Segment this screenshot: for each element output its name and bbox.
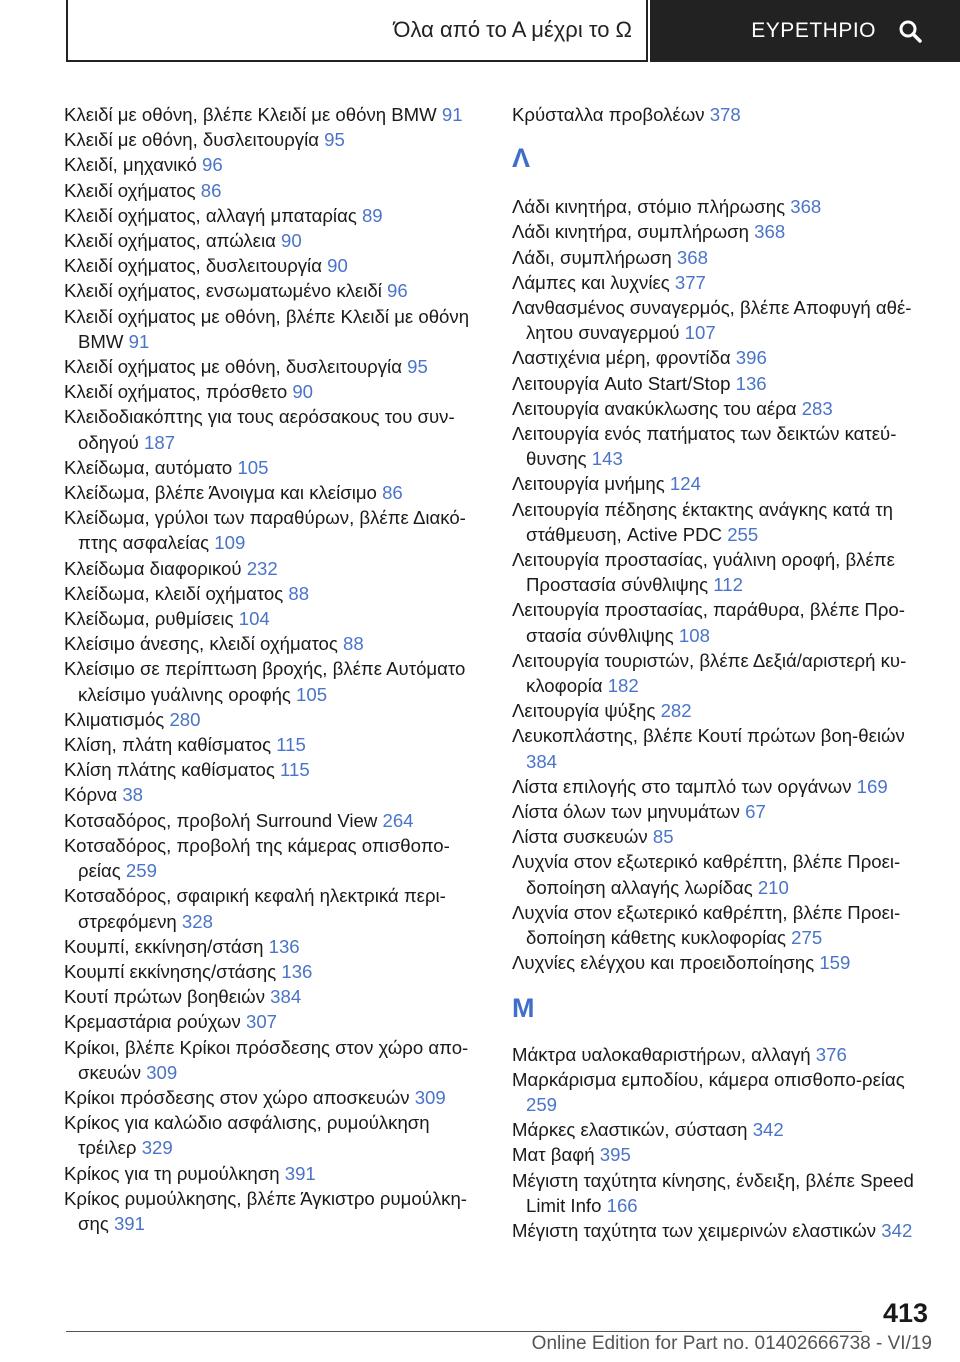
entry-text: Κλιματισμός (64, 708, 165, 730)
index-entry (512, 547, 932, 597)
index-entry (64, 203, 484, 228)
page-link[interactable]: 368 (790, 196, 822, 218)
entry-text: Λειτουργία ενός πατήματος των δεικτών κατεύ‐θυνσης (512, 423, 897, 470)
page-link[interactable]: 108 (678, 624, 710, 646)
index-entry (64, 959, 484, 984)
page-link[interactable]: 136 (268, 935, 300, 957)
page-link[interactable]: 328 (181, 910, 213, 932)
page-link[interactable]: 307 (246, 1011, 278, 1033)
entry-text: Λειτουργία τουριστών, βλέπε Δεξιά/αριστερή κυ‐κλοφορία (512, 649, 907, 697)
index-column-right (512, 102, 932, 1243)
page-link[interactable]: 124 (669, 473, 701, 495)
entry-text: Κρίκοι, βλέπε Κρίκοι πρόσδεσης στον χώρο απο‐σκευών (64, 1036, 469, 1083)
entry-text: Κλείδωμα, βλέπε Άνοιγμα και κλείσιμο (64, 482, 377, 504)
index-entry (512, 295, 932, 345)
page-link[interactable]: 88 (288, 582, 310, 604)
entry-text: Κλείδωμα, γρύλοι των παραθύρων, βλέπε Διακό‐πτης ασφαλείας (64, 507, 466, 554)
entry-text: Κρεμαστάρια ρούχων (64, 1011, 241, 1033)
section-letter-mu: Μ (512, 992, 535, 1023)
index-entry (64, 631, 484, 656)
index-entry (64, 1110, 484, 1160)
page-link[interactable]: 91 (441, 104, 463, 125)
page-link[interactable]: 395 (599, 1144, 631, 1166)
page-link[interactable]: 107 (684, 322, 716, 344)
entry-text: Μάκτρα υαλοκαθαριστήρων, αλλαγή (512, 1043, 811, 1065)
page-link[interactable]: 95 (407, 356, 428, 378)
entry-text: Κλειδοδιακόπτης για τους αερόσακους του συν‐οδηγού (64, 406, 455, 453)
page-link[interactable]: 86 (200, 179, 222, 201)
index-tab-label: ΕΥΡΕΤΗΡΙΟ (751, 19, 876, 42)
index-column-left (64, 102, 484, 1236)
entry-text: Λάδι, συμπλήρωση (512, 246, 672, 268)
entry-text: Κόρνα (64, 784, 118, 806)
page-link[interactable]: 38 (122, 784, 143, 806)
page-link[interactable]: 166 (606, 1194, 638, 1216)
page-link[interactable]: 90 (327, 255, 348, 277)
page-link[interactable]: 95 (324, 129, 345, 151)
page-link[interactable]: 329 (141, 1137, 173, 1159)
index-entry (512, 698, 932, 723)
index-entry (64, 707, 484, 732)
page-number: 413 (882, 1298, 928, 1328)
page-link[interactable]: 112 (713, 574, 743, 596)
index-entry (512, 497, 932, 547)
index-entry (512, 824, 932, 849)
page-link[interactable]: 115 (280, 759, 310, 781)
page-link[interactable]: 91 (128, 330, 150, 352)
page-link[interactable]: 90 (292, 381, 314, 403)
page-link[interactable]: 88 (343, 633, 364, 655)
page-link[interactable]: 105 (237, 456, 269, 478)
entry-text: Μέγιστη ταχύτητα των χειμερινών ελαστικών (512, 1219, 877, 1241)
page-link[interactable]: 255 (727, 523, 759, 545)
page-header (66, 0, 960, 66)
index-entry (512, 102, 932, 127)
entry-text: Κλειδί με οθόνη, δυσλειτουργία (64, 129, 319, 151)
page-link[interactable]: 232 (246, 557, 278, 579)
entry-text: Λίστα συσκευών (512, 826, 648, 848)
index-entry (512, 1042, 932, 1067)
index-entry (64, 556, 484, 581)
page-link[interactable]: 384 (526, 750, 558, 772)
page-link[interactable]: 282 (660, 700, 692, 722)
entry-text: Λειτουργία μνήμης (512, 473, 665, 495)
entry-text: Κλειδί οχήματος, δυσλειτουργία (64, 255, 322, 277)
page-link[interactable]: 159 (819, 952, 851, 974)
entry-text: Κλειδί με οθόνη, βλέπε Κλειδί με οθόνη BMW (64, 104, 437, 125)
page-link[interactable]: 368 (676, 246, 708, 268)
index-entry (64, 404, 484, 454)
page-link[interactable]: 143 (591, 448, 623, 470)
entry-text: Λειτουργία ανακύκλωσης του αέρα (512, 397, 797, 419)
index-entry (64, 278, 484, 303)
page-link[interactable]: 377 (674, 271, 706, 293)
page-link[interactable]: 396 (735, 347, 767, 369)
page-link[interactable]: 67 (745, 801, 766, 823)
entry-text: Κρίκοι πρόσδεσης στον χώρο αποσκευών (64, 1086, 410, 1108)
index-entry (512, 1218, 932, 1243)
entry-text: Κρύσταλλα προβολέων (512, 104, 705, 125)
page-link[interactable]: 342 (881, 1219, 913, 1241)
section-letter-lambda: Λ (512, 143, 531, 174)
page-link[interactable]: 187 (144, 431, 176, 453)
index-entry (512, 648, 932, 698)
index-entry (64, 304, 484, 354)
entry-text: Κοτσαδόρος, σφαιρική κεφαλή ηλεκτρικά περι‐στρεφόμενη (64, 885, 446, 932)
index-entry (64, 656, 484, 706)
entry-text: Λυχνίες ελέγχου και προειδοποίησης (512, 952, 815, 974)
index-entry (512, 219, 932, 244)
index-entry (512, 396, 932, 421)
page-link[interactable]: 169 (856, 775, 888, 797)
entry-text: Λάδι κινητήρα, στόμιο πλήρωσης (512, 196, 786, 218)
entry-text: Κλειδί οχήματος με οθόνη, δυσλειτουργία (64, 356, 402, 378)
index-entry (64, 1009, 484, 1034)
page-link[interactable]: 309 (414, 1086, 446, 1108)
entry-text: Κουμπί εκκίνησης/στάσης (64, 960, 277, 982)
index-entry (512, 471, 932, 496)
index-tab[interactable] (650, 0, 960, 62)
page-link[interactable]: 115 (276, 734, 306, 756)
entry-text: Μαρκάρισμα εμποδίου, κάμερα οπισθοπο‐ρείας (512, 1068, 905, 1090)
entry-text: Κλείδωμα, ρυθμίσεις (64, 608, 234, 630)
index-entry (512, 1117, 932, 1142)
index-entry (64, 732, 484, 757)
entry-text: Λάμπες και λυχνίες (512, 271, 670, 293)
index-entry (512, 194, 932, 219)
entry-text: Λαστιχένια μέρη, φροντίδα (512, 347, 731, 369)
footer-edition: Online Edition for Part no. 01402666738 - VI/19 (531, 1333, 932, 1354)
page-link[interactable]: 96 (387, 280, 408, 302)
index-entry (512, 723, 932, 773)
index-entry (512, 950, 932, 975)
index-entry (512, 799, 932, 824)
index-entry (512, 1067, 932, 1117)
index-entry (64, 152, 484, 177)
page-link[interactable]: 342 (752, 1119, 784, 1141)
index-entry (64, 606, 484, 631)
index-entry (512, 774, 932, 799)
index-entry (512, 1168, 932, 1218)
entry-text: Κρίκος για τη ρυμούλκηση (64, 1162, 280, 1184)
page-link[interactable]: 283 (801, 397, 833, 419)
index-entry (64, 883, 484, 933)
index-entry (64, 757, 484, 782)
page-link[interactable]: 391 (113, 1212, 145, 1234)
page-link[interactable]: 280 (169, 708, 201, 730)
index-entry (512, 270, 932, 295)
entry-text: Κλειδί, μηχανικό (64, 154, 197, 176)
index-entry (512, 849, 932, 899)
page-link[interactable]: 85 (652, 826, 674, 848)
entry-text: Κλίση πλάτης καθίσματος (64, 759, 275, 781)
index-entry (512, 597, 932, 647)
entry-text: Κλείσιμο άνεσης, κλειδί οχήματος (64, 633, 338, 655)
index-entry (64, 782, 484, 807)
entry-text: Κοτσαδόρος, προβολή Surround View (64, 809, 378, 831)
index-entry (64, 102, 484, 127)
index-entry (64, 228, 484, 253)
page-link[interactable]: 210 (757, 876, 789, 898)
entry-text: Κλειδί οχήματος, πρόσθετο (64, 381, 288, 403)
entry-text: Μάρκες ελαστικών, σύσταση (512, 1119, 748, 1141)
index-entry (64, 178, 484, 203)
page-link[interactable]: 96 (202, 154, 223, 176)
entry-text: Λυχνία στον εξωτερικό καθρέπτη, βλέπε Προει‐δοποίηση αλλαγής λωρίδας (512, 851, 901, 898)
page-link[interactable]: 378 (709, 104, 741, 125)
index-entry (64, 1085, 484, 1110)
page-link[interactable]: 275 (791, 927, 823, 949)
entry-text: Λευκοπλάστης, βλέπε Κουτί πρώτων βοη‐θειών (512, 725, 905, 747)
entry-text: Κλειδί οχήματος, απώλεια (64, 230, 276, 252)
index-entry (64, 455, 484, 480)
entry-text: Λειτουργία πέδησης έκτακτης ανάγκης κατά τη στάθμευση, Active PDC (512, 498, 893, 545)
entry-text: Κουτί πρώτων βοηθειών (64, 986, 265, 1008)
index-entry (64, 808, 484, 833)
page-link[interactable]: 376 (815, 1043, 847, 1065)
index-entry (512, 900, 932, 950)
entry-text: Κλειδί οχήματος, αλλαγή μπαταρίας (64, 204, 357, 226)
index-entry (64, 1161, 484, 1186)
index-entry (512, 245, 932, 270)
entry-text: Κλίση, πλάτη καθίσματος (64, 734, 272, 756)
page-link[interactable]: 391 (284, 1162, 316, 1184)
entry-text: Κλειδί οχήματος, ενσωματωμένο κλειδί (64, 280, 382, 302)
entry-text: Ματ βαφή (512, 1144, 595, 1166)
page-link[interactable]: 136 (735, 372, 767, 394)
entry-text: Κουμπί, εκκίνηση/στάση (64, 935, 264, 957)
index-entry (64, 1186, 484, 1236)
entry-text: Λυχνία στον εξωτερικό καθρέπτη, βλέπε Προει‐δοποίηση κάθετης κυκλοφορίας (512, 901, 901, 949)
index-entry (512, 421, 932, 471)
page-link[interactable]: 90 (281, 230, 302, 252)
page-link[interactable]: 109 (214, 532, 246, 554)
footer-divider (66, 1331, 862, 1332)
index-entry (512, 371, 932, 396)
index-entry (512, 345, 932, 370)
index-entry (64, 581, 484, 606)
entry-text: Κλείδωμα, αυτόματο (64, 456, 233, 478)
index-entry (64, 1035, 484, 1085)
index-entry (512, 1142, 932, 1167)
entry-text: Λανθασμένος συναγερμός, βλέπε Αποφυγή αθέ‐λητου συναγερμού (512, 297, 912, 344)
page-link[interactable]: 86 (382, 482, 403, 504)
page-link[interactable]: 136 (281, 960, 313, 982)
entry-text: Λειτουργία Auto Start/Stop (512, 372, 731, 394)
index-entry (64, 253, 484, 278)
page-link[interactable]: 182 (607, 675, 639, 697)
entry-text: Κλειδί οχήματος με οθόνη, βλέπε Κλειδί με οθόνη BMW (64, 305, 470, 352)
page-link[interactable]: 105 (296, 683, 328, 705)
index-entry (64, 354, 484, 379)
page-link[interactable]: 259 (125, 860, 157, 882)
entry-text: Κλείδωμα διαφορικού (64, 557, 242, 579)
index-entry (64, 934, 484, 959)
entry-text: Κρίκος ρυμούλκησης, βλέπε Άγκιστρο ρυμούλκη‐σης (64, 1187, 467, 1234)
page-link[interactable]: 89 (361, 204, 383, 226)
entry-text: Λίστα όλων των μηνυμάτων (512, 801, 740, 823)
entry-text: Λειτουργία προστασίας, παράθυρα, βλέπε Προ‐στασία σύνθλιψης (512, 599, 905, 646)
index-entry (64, 379, 484, 404)
index-entry (64, 984, 484, 1009)
entry-text: Κρίκος για καλώδιο ασφάλισης, ρυμούλκηση τρέιλερ (64, 1112, 430, 1159)
entry-text: Λειτουργία ψύξης (512, 700, 656, 722)
page-link[interactable]: 259 (526, 1093, 558, 1115)
entry-text: Κλείδωμα, κλειδί οχήματος (64, 582, 284, 604)
entry-text: Λίστα επιλογής στο ταμπλό των οργάνων (512, 775, 852, 797)
entry-text: Λειτουργία προστασίας, γυάλινη οροφή, βλέπε Προστασία σύνθλιψης (512, 549, 895, 596)
page-link[interactable]: 368 (754, 221, 786, 243)
az-tab[interactable]: Όλα από το Α μέχρι το Ω (66, 0, 648, 62)
entry-text: Κλείσιμο σε περίπτωση βροχής, βλέπε Αυτόματο κλείσιμο γυάλινης οροφής (64, 658, 466, 705)
page-link[interactable]: 384 (270, 986, 302, 1008)
index-entry (64, 505, 484, 555)
index-entry (64, 480, 484, 505)
entry-text: Μέγιστη ταχύτητα κίνησης, ένδειξη, βλέπε Speed Limit Info (512, 1169, 914, 1216)
page-link[interactable]: 104 (238, 608, 270, 630)
entry-text: Κλειδί οχήματος (64, 179, 196, 201)
entry-text: Λάδι κινητήρα, συμπλήρωση (512, 221, 749, 243)
search-icon (898, 19, 922, 43)
page-link[interactable]: 309 (146, 1061, 178, 1083)
entry-text: Κοτσαδόρος, προβολή της κάμερας οπισθοπο‐ρείας (64, 834, 450, 882)
index-entry (64, 127, 484, 152)
page-link[interactable]: 264 (382, 809, 414, 831)
index-entry (64, 833, 484, 883)
